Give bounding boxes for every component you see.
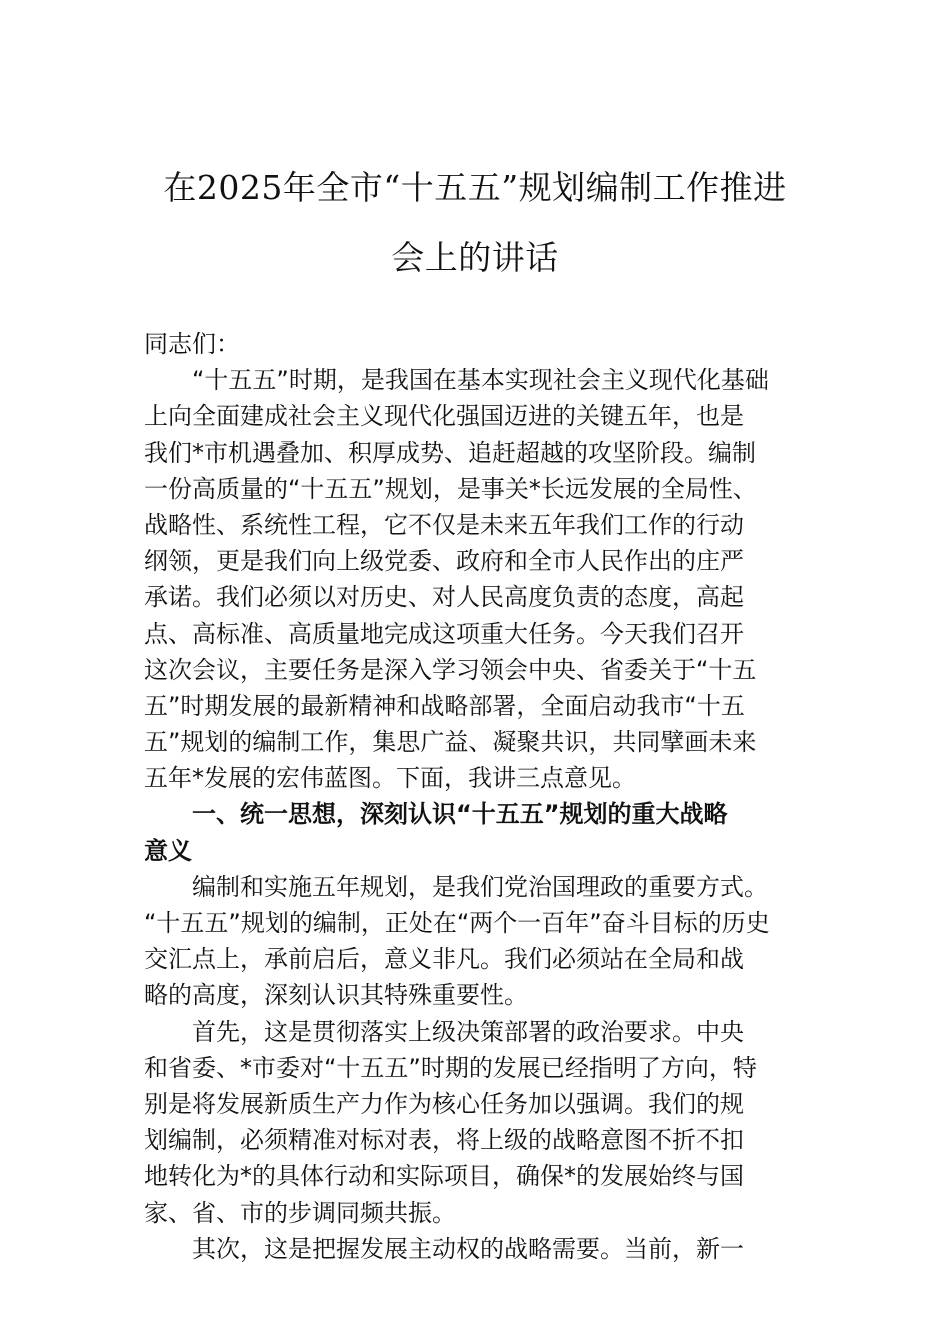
document-title-line-2: 会上的讲话 <box>391 238 559 277</box>
body-text-line: 交汇点上，承前启后，意义非凡。我们必须站在全局和战 <box>144 945 744 974</box>
body-text-line: 五年*发展的宏伟蓝图。下面，我讲三点意见。 <box>144 764 636 793</box>
body-text-line: 纲领，更是我们向上级党委、政府和全市人民作出的庄严 <box>144 547 744 576</box>
body-text-line: 战略性、系统性工程，它不仅是未来五年我们工作的行动 <box>144 510 744 539</box>
body-text-line: 别是将发展新质生产力作为核心任务加以强调。我们的规 <box>144 1089 744 1118</box>
body-text-line: 其次，这是把握发展主动权的战略需要。当前，新一 <box>192 1234 744 1263</box>
body-text-line: 点、高标准、高质量地完成这项重大任务。今天我们召开 <box>144 619 744 648</box>
body-text-line: 上向全面建成社会主义现代化强国迈进的关键五年，也是 <box>144 402 744 431</box>
body-text-line: 一份高质量的“十五五”规划，是事关*长远发展的全局性、 <box>144 474 757 503</box>
document-body <box>144 326 808 1267</box>
section-heading-line: 一、统一思想，深刻认识“十五五”规划的重大战略 <box>192 800 728 829</box>
body-text-line: 地转化为*的具体行动和实际项目，确保*的发展始终与国 <box>144 1162 744 1191</box>
body-text-line: “十五五”时期，是我国在基本实现社会主义现代化基础 <box>192 366 769 395</box>
body-text-line: 编制和实施五年规划，是我们党治国理政的重要方式。 <box>192 872 768 901</box>
body-text-line: 和省委、*市委对“十五五”时期的发展已经指明了方向，特 <box>144 1053 757 1082</box>
body-text-line: 略的高度，深刻认识其特殊重要性。 <box>144 981 528 1010</box>
body-text-line: 同志们： <box>144 330 240 358</box>
body-text-line: 承诺。我们必须以对历史、对人民高度负责的态度，高起 <box>144 583 744 612</box>
body-text-line: 我们*市机遇叠加、积厚成势、追赶超越的攻坚阶段。编制 <box>144 438 756 467</box>
body-text-line: 五”时期发展的最新精神和战略部署，全面启动我市“十五 <box>144 691 745 720</box>
body-text-line: 家、省、市的步调同频共振。 <box>144 1198 456 1227</box>
body-text-line: “十五五”规划的编制，正处在“两个一百年”奋斗目标的历史 <box>144 909 770 937</box>
body-text-line: 首先，这是贯彻落实上级决策部署的政治要求。中央 <box>192 1017 744 1046</box>
body-text-line: 五”规划的编制工作，集思广益、凝聚共识，共同擘画未来 <box>144 728 757 757</box>
document-title-line-1: 在2025年全市“十五五”规划编制工作推进 <box>163 168 787 207</box>
body-text-line: 这次会议，主要任务是深入学习领会中央、省委关于“十五 <box>144 655 757 684</box>
body-text-line: 划编制，必须精准对标对表，将上级的战略意图不折不扣 <box>144 1126 744 1155</box>
section-heading-line: 意义 <box>144 836 192 865</box>
